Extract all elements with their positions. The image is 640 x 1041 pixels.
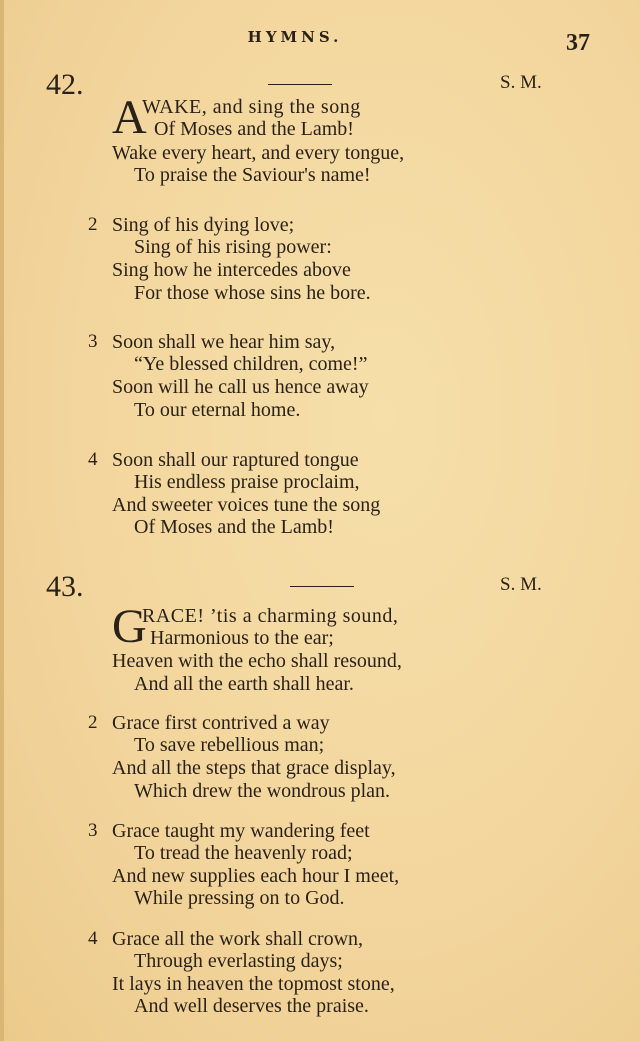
verse-line: RACE! ’tis a charming sound, [142, 605, 399, 627]
verse-line: Soon shall our raptured tongue [112, 449, 359, 471]
page-number: 37 [566, 30, 590, 56]
verse-line: Grace first contrived a way [112, 712, 330, 734]
verse-line: It lays in heaven the topmost stone, [112, 973, 395, 995]
verse-line: Grace all the work shall crown, [112, 928, 364, 950]
verse-line: And all the earth shall hear. [134, 673, 354, 695]
verse-line: For those whose sins he bore. [134, 282, 371, 304]
drop-cap: G [112, 600, 147, 653]
page-edge [0, 0, 4, 1041]
verse-number: 2 [88, 712, 98, 733]
verse-line: To save rebellious man; [134, 734, 325, 756]
verse-line: While pressing on to God. [134, 887, 345, 909]
verse-line: Wake every heart, and every tongue, [112, 142, 405, 164]
verse-line: And new supplies each hour I meet, [112, 865, 400, 887]
verse-line: “Ye blessed children, come!” [134, 353, 368, 375]
hymn-divider [268, 84, 332, 85]
verse-line: To praise the Saviour's name! [134, 164, 371, 186]
verse-line: And all the steps that grace display, [112, 757, 396, 779]
verse-line: Sing of his rising power: [134, 236, 332, 258]
hymn-divider [290, 586, 354, 587]
verse-line: Which drew the wondrous plan. [134, 780, 391, 802]
verse-line: Through everlasting days; [134, 950, 343, 972]
hymn-number: 43. [46, 570, 84, 603]
verse-number: 3 [88, 820, 98, 841]
verse-line: And well deserves the praise. [134, 995, 369, 1017]
hymn-number: 42. [46, 68, 84, 101]
verse-line: Soon shall we hear him say, [112, 331, 336, 353]
verse-line: To our eternal home. [134, 399, 301, 421]
verse-line: Soon will he call us hence away [112, 376, 369, 398]
hymn-meter: S. M. [500, 574, 542, 595]
verse-number: 4 [88, 449, 98, 470]
drop-cap: A [112, 91, 147, 144]
verse-line: His endless praise proclaim, [134, 471, 360, 493]
verse-line: Harmonious to the ear; [150, 627, 334, 649]
verse-number: 4 [88, 928, 98, 949]
running-head: HYMNS. [247, 28, 343, 46]
verse-line: Of Moses and the Lamb! [154, 118, 354, 140]
hymn-meter: S. M. [500, 72, 542, 93]
verse-line: Heaven with the echo shall resound, [112, 650, 402, 672]
verse-line: To tread the heavenly road; [134, 842, 353, 864]
verse-line: WAKE, and sing the song [142, 96, 361, 118]
verse-line: Grace taught my wandering feet [112, 820, 370, 842]
verse-line: Of Moses and the Lamb! [134, 516, 334, 538]
verse-line: Sing of his dying love; [112, 214, 295, 236]
verse-number: 3 [88, 331, 98, 352]
verse-number: 2 [88, 214, 98, 235]
verse-line: Sing how he intercedes above [112, 259, 351, 281]
verse-line: And sweeter voices tune the song [112, 494, 381, 516]
